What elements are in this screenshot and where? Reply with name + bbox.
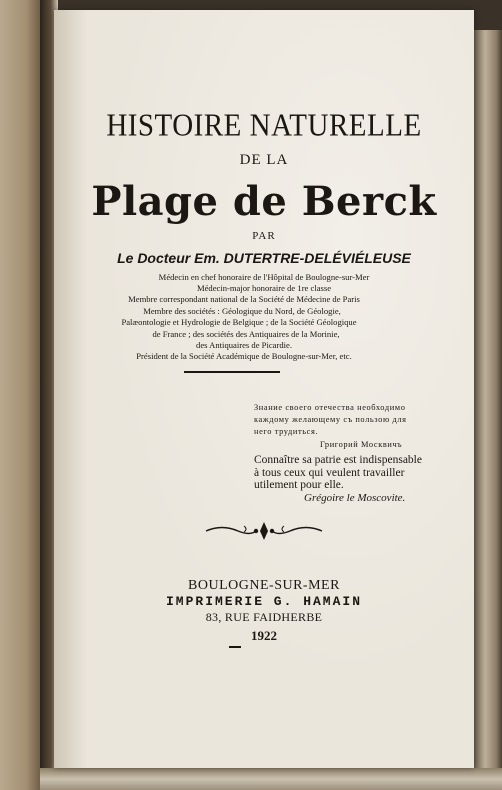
book-title: HISTOIRE NATURELLE [106,108,422,144]
book-subject: Plage de Berck [91,178,437,225]
title-rule [184,371,280,373]
title-page [54,10,474,768]
credential-line: Membre correspondant national de la Société de Médecine de Paris [128,294,360,304]
epigraph-french-line: utilement pour elle. [254,479,344,491]
ornament-flourish-icon [204,520,324,542]
credential-line: Président de la Société Académique de Boulogne-sur-Mer, etc. [136,351,352,361]
title-par: PAR [252,230,276,242]
year-dash [229,646,241,648]
credential-line: des Antiquaires de Picardie. [196,340,292,350]
epigraph-french-author: Grégoire le Moscovite. [304,492,406,504]
epigraph-russian-line: каждому желающему съ пользою для [254,415,407,424]
imprint-address: 83, RUE FAIDHERBE [205,610,323,624]
epigraph-russian-line: Знание своего отечества необходимо [254,403,406,412]
page-stack-edge [474,30,502,770]
credential-line: Membre des sociétés : Géologique du Nord, de Géologie, [143,306,341,316]
credential-line: Palæontologie et Hydrologie de Belgique ; de la Société Géologique [121,317,357,327]
epigraph-russian-author: Григорий Москвичъ [320,440,403,449]
page-bottom-edge [40,768,502,790]
credential-line: de France ; des sociétés des Antiquaires de la Morinie, [152,329,340,339]
epigraph-french-line: à tous ceux qui veulent travailler [254,467,405,479]
credential-line: Médecin en chef honoraire de l'Hôpital de Boulogne-sur-Mer [158,272,370,282]
imprint-city: BOULOGNE-SUR-MER [188,578,340,593]
imprint-year: 1922 [251,628,277,643]
title-de-la: DE LA [239,152,289,168]
epigraph-french-line: Connaître sa patrie est indispensable [254,454,422,466]
imprint-printer: IMPRIMERIE G. HAMAIN [165,594,363,609]
credential-line: Médecin-major honoraire de 1re classe [196,283,332,293]
author-name: Le Docteur Em. DUTERTRE-DELÉVIÉLEUSE [117,250,411,266]
epigraph-russian-line: него трудиться. [254,427,319,436]
